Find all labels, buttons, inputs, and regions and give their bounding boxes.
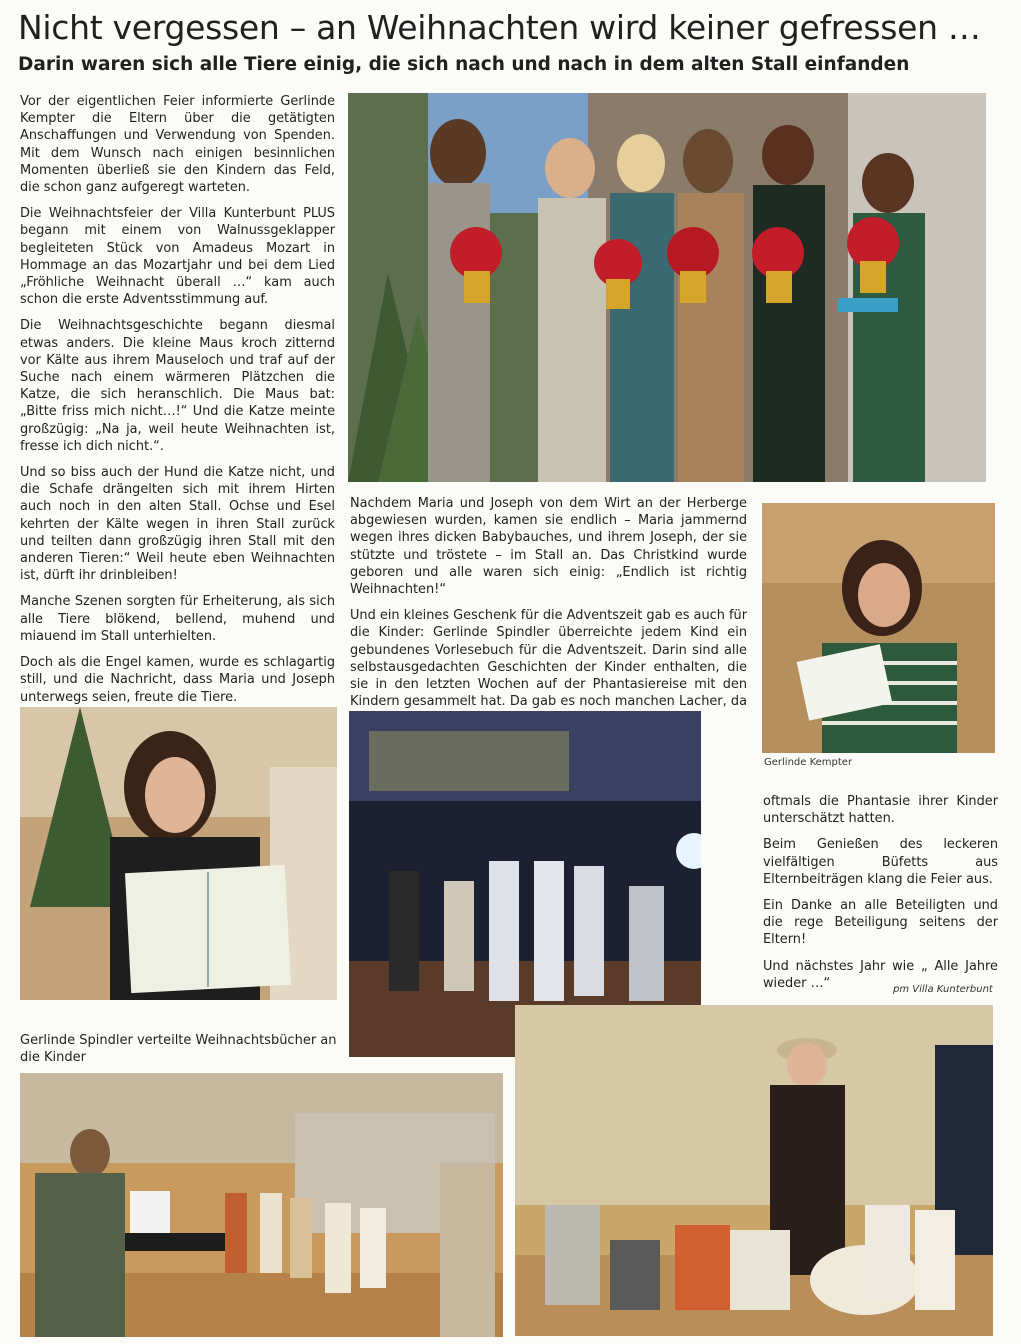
photo-gerlinde-kempter — [762, 503, 995, 753]
caption-kempter: Gerlinde Kempter — [764, 757, 853, 768]
article-subheadline: Darin waren sich alle Tiere einig, die sich nach und nach in dem alten Stall einfanden — [18, 54, 910, 75]
paragraph: Und so biss auch der Hund die Katze nicht, und die Schafe drängelten sich mit ihrem Hirten auch noch in den alten Stall. Ochse und Esel kehrten der Kälte wegen in ihren Stall zurück und teilten dann großzügig ihren Stall mit den anderen Tieren:“ Weil heute eben Weihnachten ist, dürft ihr drinbleiben! — [20, 465, 335, 584]
paragraph: Beim Genießen des leckeren vielfältigen Büfetts aus Elternbeiträgen klang die Feier aus. — [763, 837, 998, 887]
photo-shepherd-sheep — [515, 1005, 993, 1336]
paragraph: Nachdem Maria und Joseph von dem Wirt an der Herberge abgewiesen wurden, kamen sie endlich – Maria jammernd wegen ihres dicken Babybauches, und ihrem Joseph, der sie stützte und tröstete – im Stall an. Das Christkind wurde geboren und alle waren sich einig: „Endlich ist richtig Weihnachten!“ — [350, 496, 747, 598]
paragraph: Vor der eigentlichen Feier informierte Gerlinde Kempter die Eltern über die getätigten Anschaffungen und Verwendung von Spenden. Mit dem Wunsch nach einigen besinnlichen Momenten überließ sie den Kindern das Feld, die schon ganz aufgeregt warteten. — [20, 94, 335, 196]
photo-group-poinsettias — [348, 93, 986, 482]
paragraph: Und nächstes Jahr wie „ Alle Jahre wieder …“ — [763, 958, 998, 991]
paragraph: Und ein kleines Geschenk für die Adventszeit gab es auch für die Kinder: Gerlinde Spindler überreichte jedem Kind ein gebundenes Vorlesebuch für die Adventszeit. Darin sind alle selbstausgedachten Geschichten der Kinder enthalten, die sie in den letzten Wochen auf der Phantasiereise mit den Kindern gesammelt hat. Da gab es noch manchen Lacher, da — [350, 608, 747, 710]
article-headline: Nicht vergessen – an Weihnachten wird keiner gefressen … — [18, 8, 981, 47]
text-column-middle — [350, 495, 747, 737]
paragraph: Die Weihnachtsfeier der Villa Kunterbunt PLUS begann mit einem von Walnussgeklapper begleiteten Stück von Amadeus Mozart in Hommage an das Mozartjahr und bei dem Lied „Fröhliche Weihnacht überall …“ kam auch schon die erste Adventsstimmung auf. — [20, 206, 335, 308]
paragraph: Die Weihnachtsgeschichte begann diesmal etwas anders. Die kleine Maus kroch zitternd vor Kälte aus ihrem Mauseloch und traf auf der Suche nach einem wärmeren Plätzchen die Katze, die sich heranschlich. Die Maus bat: „Bitte friss mich nicht…!“ Und die Katze meinte großzügig: „Na ja, weil heute Weihnachten ist, fresse ich dich nicht.“. — [20, 318, 335, 454]
text-column-right — [763, 793, 998, 1001]
article-credit: pm Villa Kunterbunt — [893, 984, 993, 995]
paragraph: oftmals die Phantasie ihrer Kinder unterschätzt hatten. — [763, 794, 998, 827]
paragraph: Doch als die Engel kamen, wurde es schlagartig still, und die Nachricht, dass Maria und Joseph unterwegs seien, freute die Tiere. — [20, 655, 335, 705]
paragraph: Manche Szenen sorgten für Erheiterung, als sich alle Tiere blökend, bellend, muhend und miauend im Stall unterhielten. — [20, 594, 335, 644]
text-column-left — [20, 93, 335, 715]
paragraph: Ein Danke an alle Beteiligten und die rege Beteiligung seitens der Eltern! — [763, 898, 998, 948]
photo-children-piano — [20, 1073, 503, 1337]
photo-gerlinde-spindler — [20, 707, 337, 1000]
caption-spindler: Gerlinde Spindler verteilte Weihnachtsbücher an die Kinder — [20, 1033, 337, 1065]
